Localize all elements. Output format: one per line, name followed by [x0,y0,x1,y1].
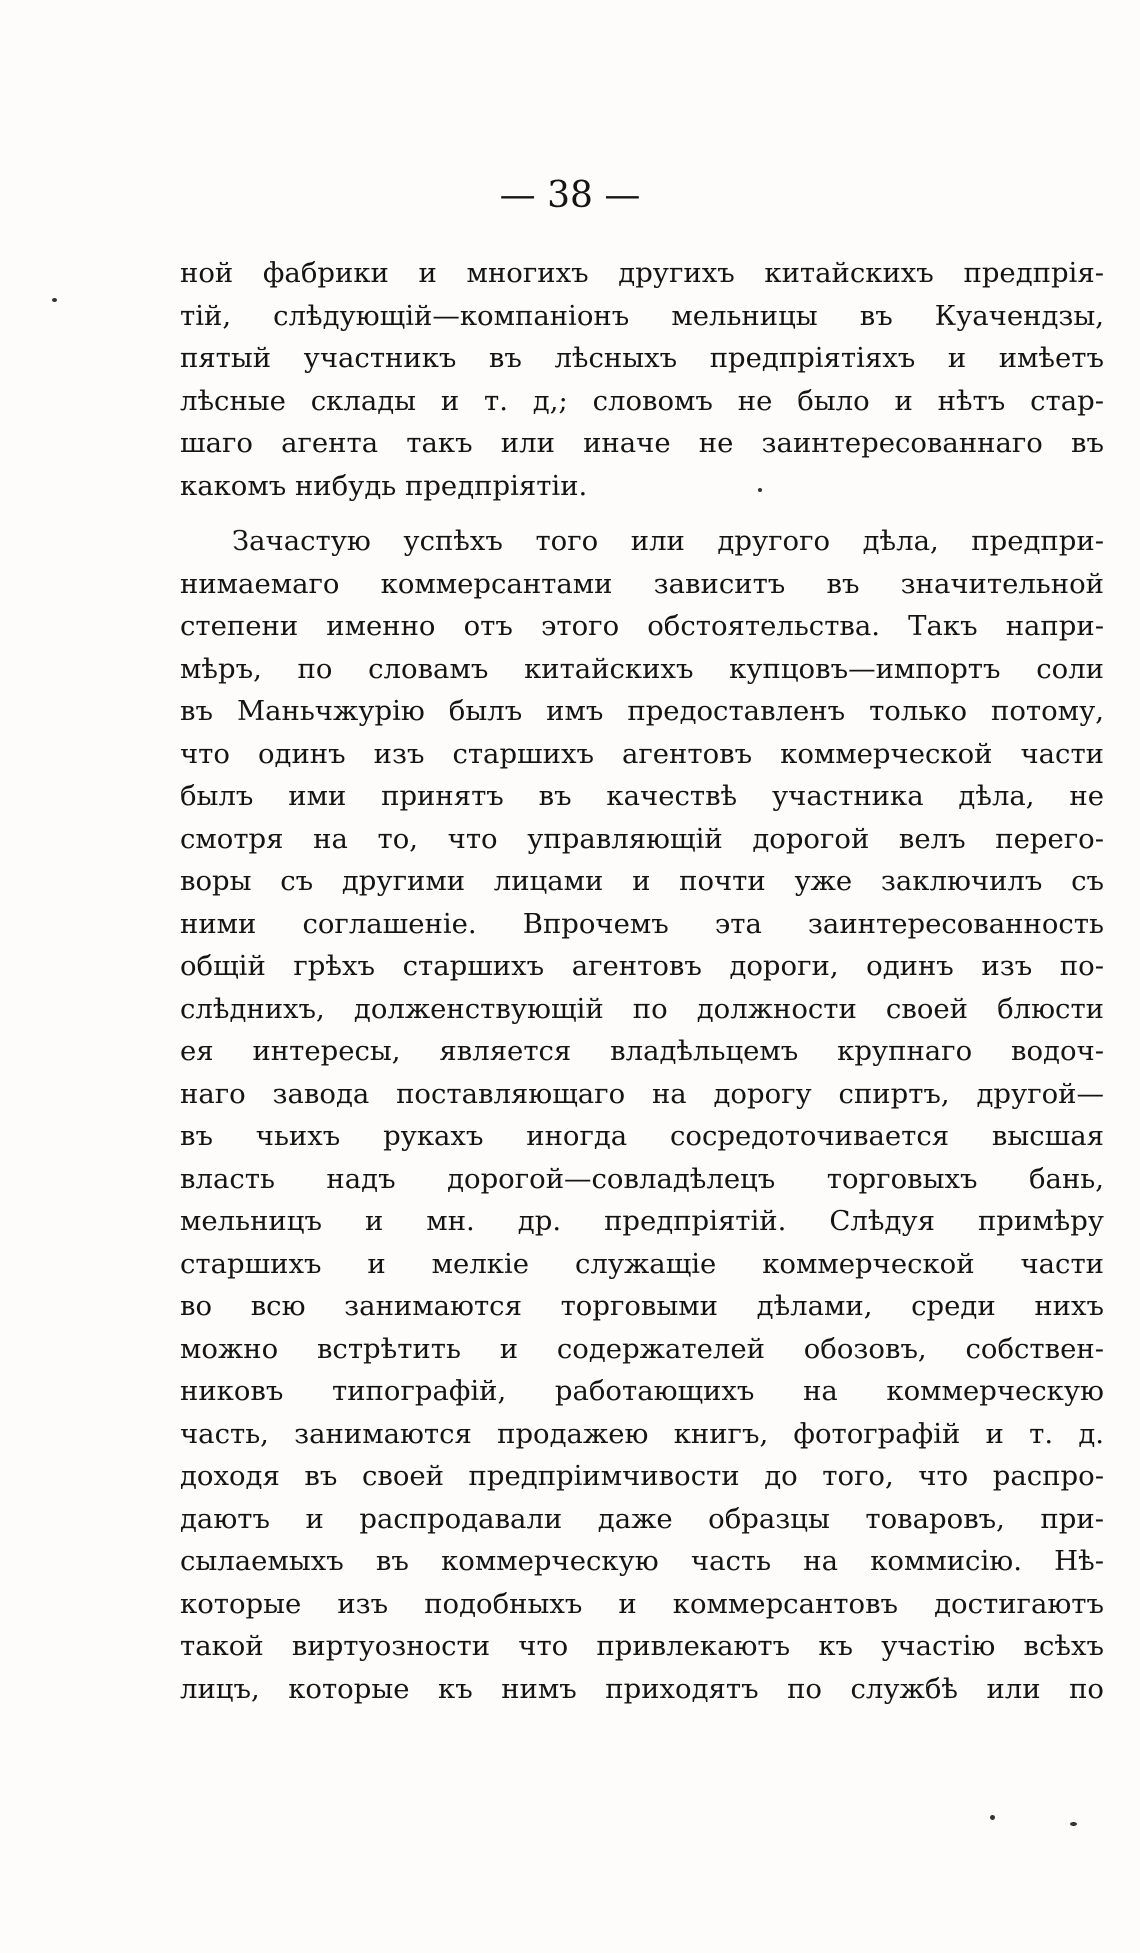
scan-speck [1070,1822,1077,1826]
paragraph-gap [180,507,1104,520]
text-line: лицъ, которые къ нимъ приходятъ по службѣ или по [180,1672,1104,1705]
text-line: даютъ и распродавали даже образцы товаровъ, при- [180,1502,1104,1535]
text-line: смотря на то, что управляющій дорогой велъ перего- [180,822,1104,855]
text-line: ними соглашеніе. Впрочемъ эта заинтересованность [180,907,1104,940]
text-line: старшихъ и мелкіе служащіе коммерческой части [180,1247,1104,1280]
text-line: никовъ типографій, работающихъ на коммерческую [180,1375,1104,1407]
scan-speck [990,1815,995,1820]
text-line: наго завода поставляющаго на дорогу спиртъ, другой— [180,1077,1104,1110]
text-line: мельницъ и мн. др. предпріятій. Слѣдуя примѣру [180,1205,1104,1237]
text-line: въ чьихъ рукахъ иногда сосредоточивается высшая [180,1120,1104,1152]
text-line: Зачастую успѣхъ того или другого дѣла, предпри- [232,525,1104,557]
text-line: степени именно отъ этого обстоятельства. Такъ напри- [180,610,1104,642]
text-line: мѣръ, по словамъ китайскихъ купцовъ—импортъ соли [180,652,1104,685]
text-line: во всю занимаются торговыми дѣлами, среди нихъ [180,1290,1104,1322]
body-text [180,252,1104,1710]
text-line: лѣсные склады и т. д,; словомъ не было и нѣтъ стар- [180,384,1104,417]
text-line: тій, слѣдующій—компаніонъ мельницы въ Куачендзы, [180,299,1104,332]
text-line: власть надъ дорогой—совладѣлецъ торговыхъ бань, [180,1162,1104,1195]
text-line: шаго агента такъ или иначе не заинтересованнаго въ [180,427,1104,459]
scan-speck [52,298,57,302]
text-line: въ Маньчжурію былъ имъ предоставленъ только потому, [180,695,1104,727]
text-line: воры съ другими лицами и почти уже заключилъ съ [180,865,1104,897]
text-line: часть, занимаются продажею книгъ, фотографій и т. д. [180,1417,1104,1450]
text-line: какомъ нибудь предпріятіи. [180,469,588,502]
text-line: нимаемаго коммерсантами зависитъ въ значительной [180,567,1104,600]
text-line: ея интересы, является владѣльцемъ крупнаго водоч- [180,1035,1104,1067]
text-line: можно встрѣтить и содержателей обозовъ, собствен- [180,1332,1104,1365]
text-line: общій грѣхъ старшихъ агентовъ дороги, одинъ изъ по- [180,950,1104,982]
text-line: доходя въ своей предпріимчивости до того, что распро- [180,1460,1104,1492]
text-line: что одинъ изъ старшихъ агентовъ коммерческой части [180,737,1104,770]
text-line: ной фабрики и многихъ другихъ китайскихъ предпрія- [180,257,1104,289]
text-line: слѣднихъ, долженствующій по должности своей блюсти [180,992,1104,1025]
text-line: сылаемыхъ въ коммерческую часть на коммисію. Нѣ- [180,1545,1104,1577]
text-line: былъ ими принятъ въ качествѣ участника дѣла, не [180,780,1104,812]
text-line: которые изъ подобныхъ и коммерсантовъ достигаютъ [180,1587,1104,1620]
scan-speck [758,488,762,492]
page-number: — 38 — [499,175,641,216]
text-line: пятый участникъ въ лѣсныхъ предпріятіяхъ и имѣетъ [180,342,1104,374]
text-line: такой виртуозности что привлекаютъ къ участію всѣхъ [180,1630,1104,1662]
